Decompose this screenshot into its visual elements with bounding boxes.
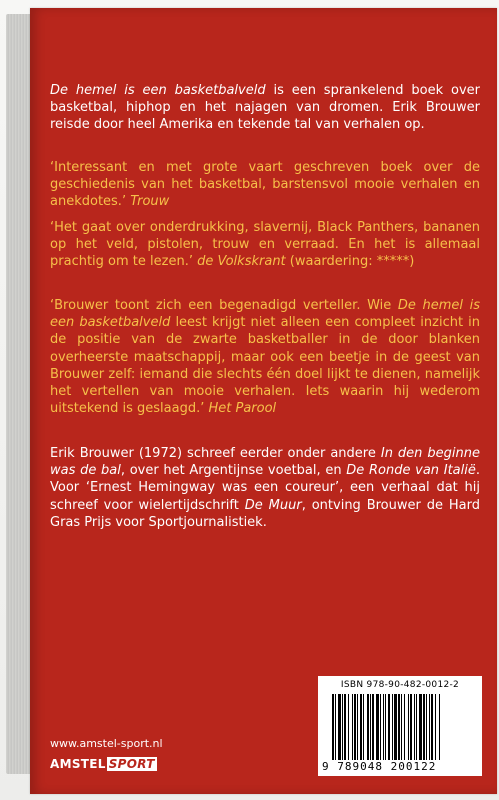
quote-text: ‘Interessant en met grote vaart geschreven boek over de geschiedenis van het basketbal, barstensvol mooie verhalen en anekdotes.’ [50, 160, 480, 210]
quote-trouw [50, 159, 480, 211]
quote-volkskrant [50, 219, 480, 271]
quote-parool [50, 297, 480, 417]
quote-book-title: De hemel is een basketbalveld [50, 298, 480, 331]
barcode-label [318, 676, 482, 776]
isbn-number: ISBN 978-90-482-0012-2 [340, 680, 460, 690]
barcode-icon [332, 694, 472, 760]
logo-part-1: AMSTEL [50, 757, 106, 771]
quote-source: Trouw [130, 194, 170, 210]
barcode-digits: 9 789048 200122 [322, 760, 437, 773]
book-title: De hemel is een basketbalveld [50, 83, 266, 98]
author-bio [50, 445, 480, 531]
quote-text: ‘Het gaat over onderdrukking, slavernij, Black Panthers, bananen op het veld, pistolen, trouw en verraad. En het is allemaal prachtig om te lezen.’ [50, 220, 480, 270]
bio-magazine: De Muur [244, 497, 302, 513]
quote-source: Het Parool [208, 401, 277, 417]
quote-rating: (waardering: *****) [285, 254, 415, 270]
logo-part-2: SPORT [108, 757, 155, 771]
bio-text-1: Erik Brouwer (1972) schreef eerder onder andere [50, 446, 381, 461]
quote-text: leest krijgt niet alleen een compleet inzicht in de positie van de zwarte basketballer in de door blanken overheerste maatschappij, maar ook een beetje in de geest van Brouwer zelf: iemand die slechts één doel lijkt te dienen, namelijk het vertellen van mooie verhalen. Iets waarin hij wederom uitstekend is geslaagd.’ [50, 315, 480, 417]
bio-book-2: De Ronde van Italië [346, 463, 476, 479]
publisher-website: www.amstel-sport.nl [50, 737, 163, 750]
bio-text-3: . Voor ‘Ernest Hemingway was een coureur’, een verhaal dat hij schreef voor wielertijdschrift [50, 463, 480, 513]
bio-book-1: In den beginne was de bal [50, 446, 481, 479]
publisher-logo [50, 757, 157, 771]
blurb-paragraph [50, 82, 480, 134]
bio-text-2: , over het Argentijnse voetbal, en [120, 463, 347, 479]
quote-source: de Volkskrant [197, 254, 286, 270]
blurb-text: is een sprankelend boek over basketbal, hiphop en het najagen van dromen. Erik Brouwer reisde door heel Amerika en tekende tal van verhalen op. [50, 83, 480, 133]
bio-text-4: , ontving Brouwer de Hard Gras Prijs voor Sportjournalistiek. [50, 497, 480, 530]
quote-text-pre: ‘Brouwer toont zich een begenadigd verteller. Wie [50, 298, 398, 313]
